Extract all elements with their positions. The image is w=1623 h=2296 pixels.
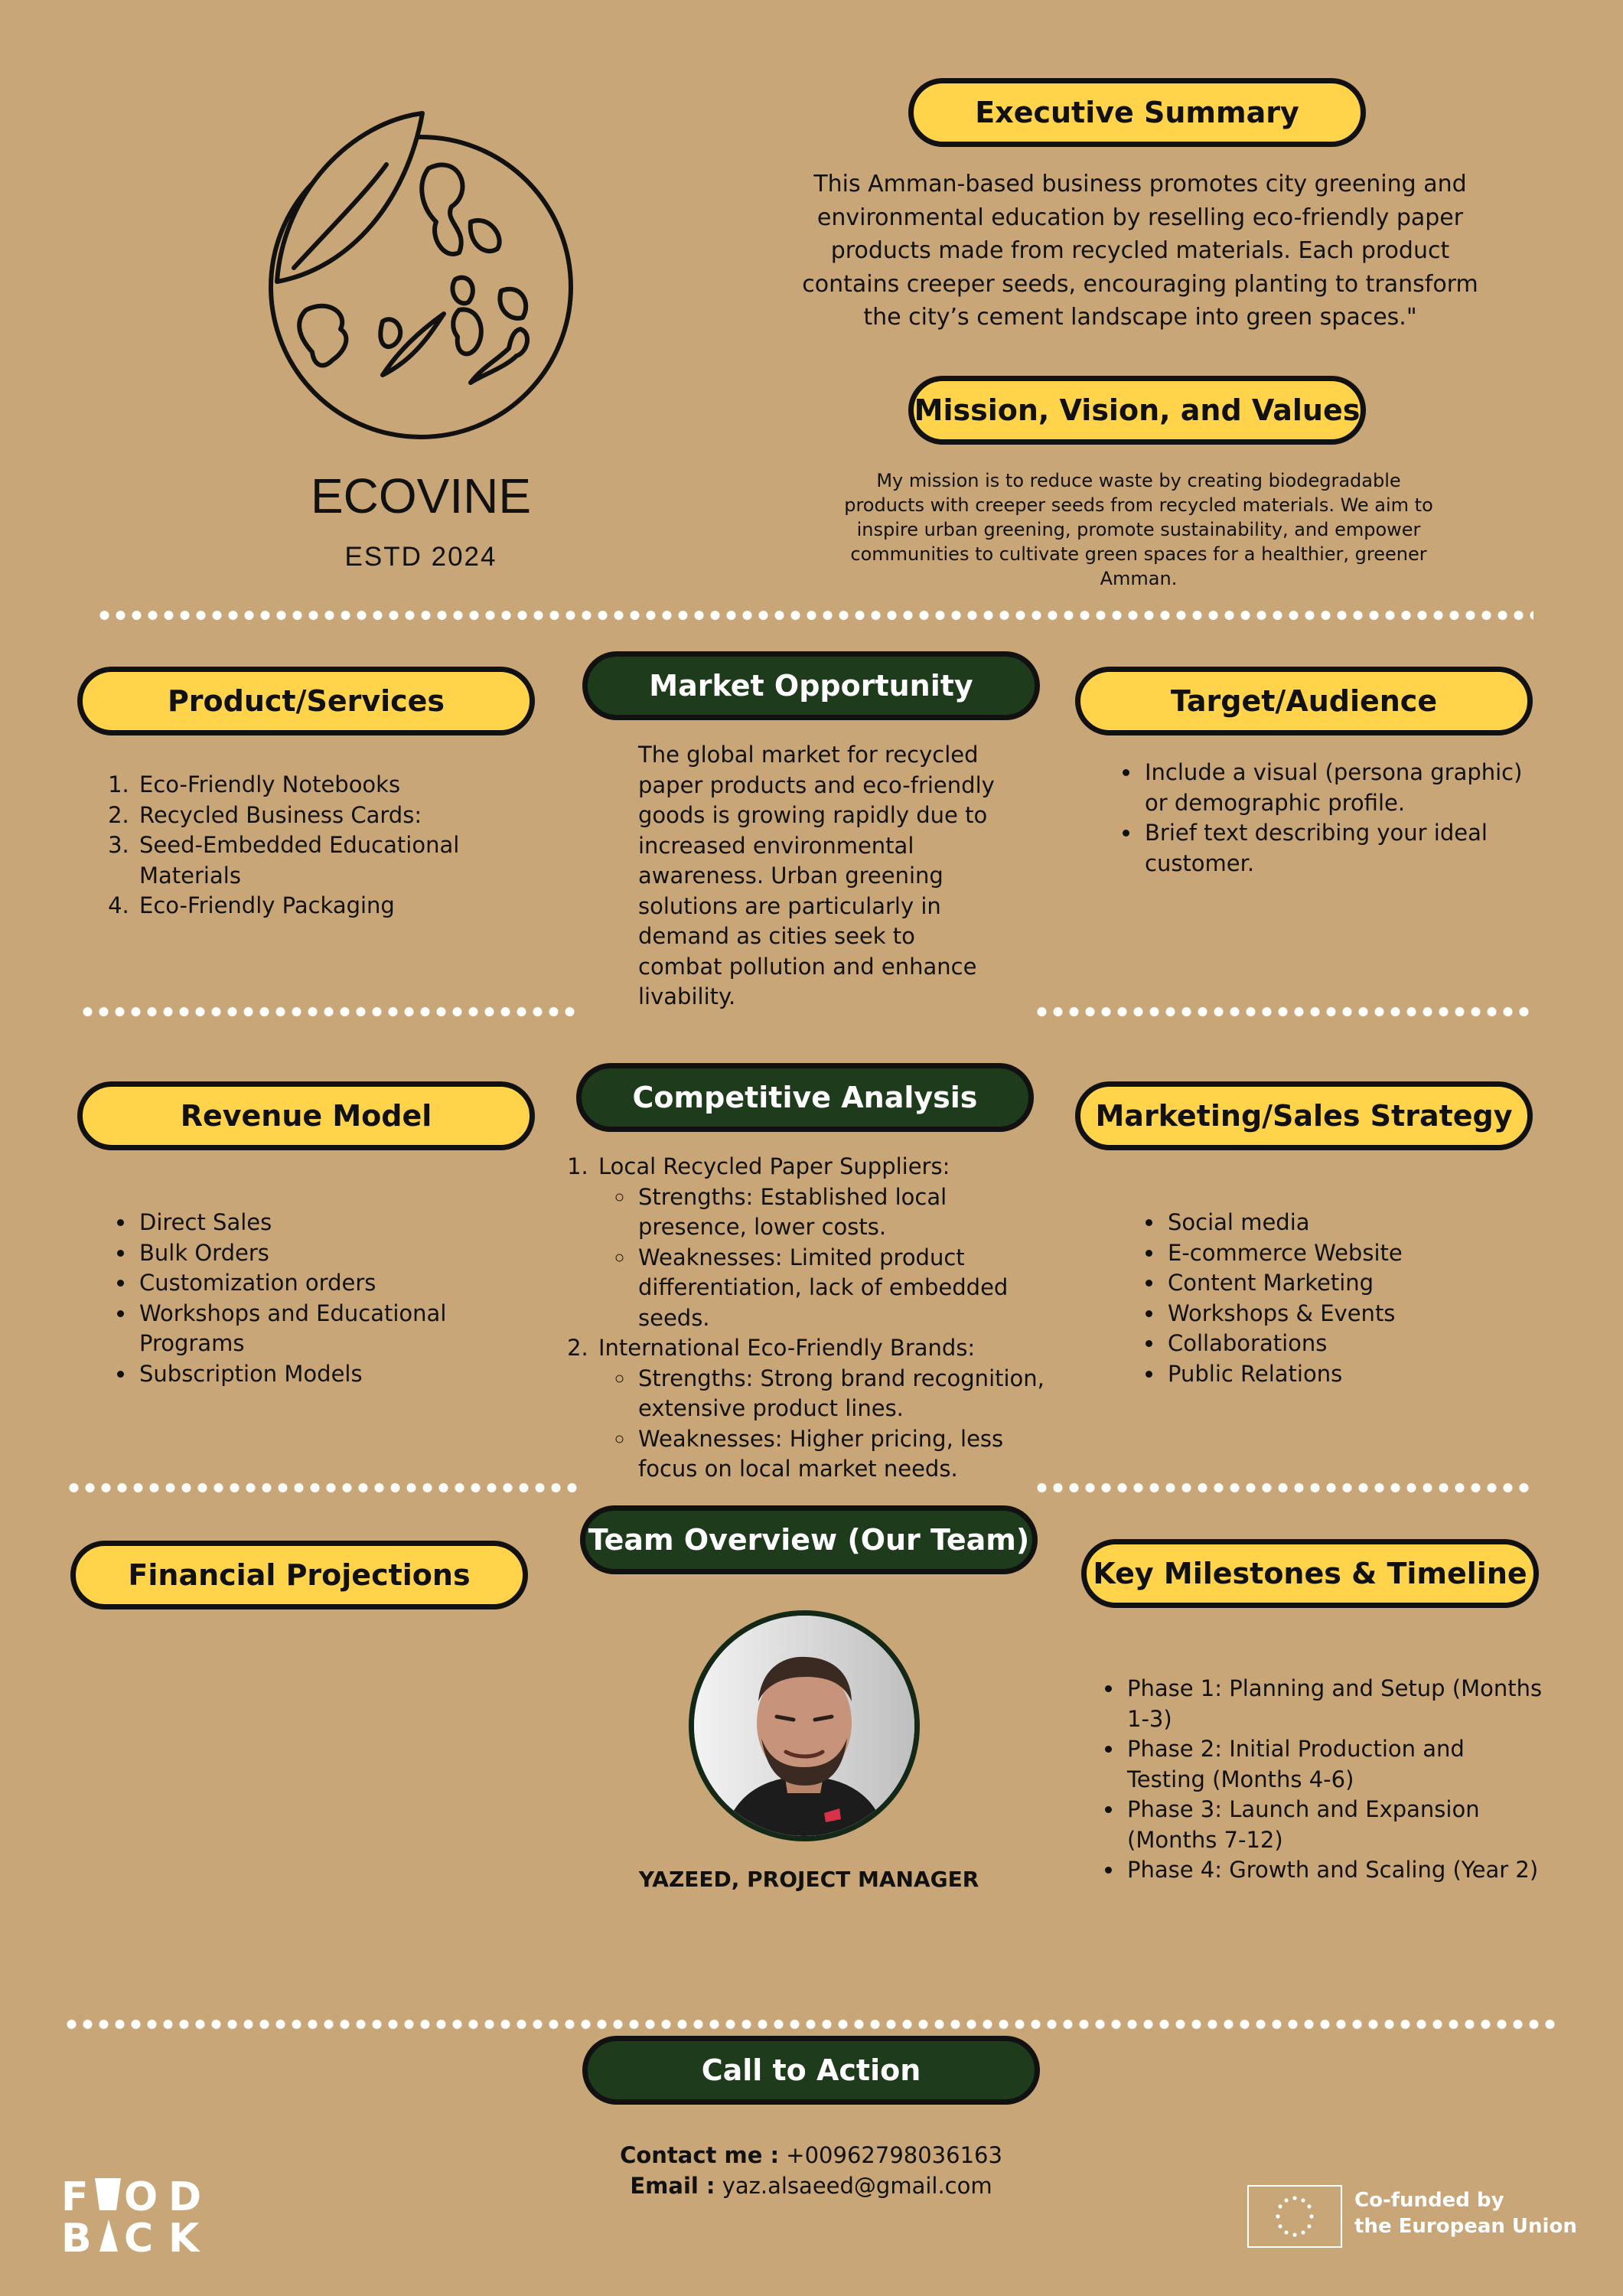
mission-heading: Mission, Vision, and Values xyxy=(908,376,1366,445)
list-item: • Social media xyxy=(1165,1208,1515,1238)
contact-phone[interactable]: +00962798036163 xyxy=(779,2142,1002,2168)
milestones-heading: Key Milestones & Timeline xyxy=(1081,1539,1539,1608)
marketing-list xyxy=(1133,1208,1515,1389)
list-item: • E-commerce Website xyxy=(1165,1238,1515,1269)
svg-text:B: B xyxy=(61,2216,92,2256)
list-item: • Public Relations xyxy=(1165,1359,1515,1390)
team-photo xyxy=(689,1610,920,1841)
list-item: • Workshops & Events xyxy=(1165,1299,1515,1329)
list-item: • Brief text describing your ideal customer. xyxy=(1142,818,1538,879)
list-item: • Include a visual (persona graphic) or demographic profile. xyxy=(1142,758,1538,818)
email-line xyxy=(536,2170,1087,2201)
team-heading: Team Overview (Our Team) xyxy=(580,1505,1038,1574)
revenue-list xyxy=(104,1208,533,1389)
ecovine-logo xyxy=(268,107,574,444)
list-item: 4. Eco-Friendly Packaging xyxy=(136,891,511,921)
divider xyxy=(66,1482,578,1493)
email-label: Email : xyxy=(630,2173,715,2199)
market-text: The global market for recycled paper products and eco-friendly goods is growing rapidly due to increased environmental awareness. Urban greening solutions are particularly in demand as cities seek to combat pollution and enhance livability. xyxy=(638,742,995,1009)
svg-text:K: K xyxy=(168,2216,200,2256)
list-item: • Subscription Models xyxy=(136,1359,533,1390)
list-item: 1. Eco-Friendly Notebooks xyxy=(136,770,511,801)
foodback-logo xyxy=(61,2172,237,2256)
divider xyxy=(96,610,1533,621)
eu-funding-text xyxy=(1354,2187,1584,2239)
market-heading: Market Opportunity xyxy=(582,651,1040,720)
executive-summary-text: This Amman-based business promotes city greening and environmental education by reselling eco-friendly paper products made from recycled materials. Each product contains creeper seeds, encouraging planting to transform the city’s cement landscape into green spaces." xyxy=(802,171,1478,331)
contact-line xyxy=(536,2140,1087,2170)
divider xyxy=(80,1006,578,1017)
list-item: ◦ Weaknesses: Limited product differentiation, lack of embedded seeds. xyxy=(635,1243,1059,1334)
list-item: • Phase 3: Launch and Expansion (Months 7-12) xyxy=(1124,1795,1543,1855)
cta-heading: Call to Action xyxy=(582,2036,1040,2105)
list-item: • Collaborations xyxy=(1165,1329,1515,1359)
contact-label: Contact me : xyxy=(620,2142,780,2168)
eu-line-2: the European Union xyxy=(1354,2215,1577,2238)
list-item: ◦ Strengths: Strong brand recognition, extensive product lines. xyxy=(635,1364,1059,1424)
brand-name: ECOVINE xyxy=(310,468,532,523)
competitive-heading: Competitive Analysis xyxy=(576,1063,1034,1132)
list-item: • Bulk Orders xyxy=(136,1238,533,1269)
list-item xyxy=(595,1152,1059,1333)
eu-flag-icon xyxy=(1247,2185,1342,2248)
svg-text:D: D xyxy=(168,2174,202,2220)
list-item: • Workshops and Educational Programs xyxy=(136,1299,533,1359)
financial-heading: Financial Projections xyxy=(70,1541,528,1609)
products-heading: Product/Services xyxy=(77,667,535,735)
svg-text:C: C xyxy=(124,2216,154,2256)
divider xyxy=(1034,1482,1533,1493)
competitor-name: Local Recycled Paper Suppliers: xyxy=(598,1153,950,1179)
audience-heading: Target/Audience xyxy=(1075,667,1533,735)
marketing-heading: Marketing/Sales Strategy xyxy=(1075,1081,1533,1150)
person-photo-icon xyxy=(694,1616,914,1836)
revenue-heading: Revenue Model xyxy=(77,1081,535,1150)
list-item: • Customization orders xyxy=(136,1268,533,1299)
competitor-name: International Eco-Friendly Brands: xyxy=(598,1335,976,1361)
contact-email[interactable]: yaz.alsaeed@gmail.com xyxy=(715,2173,992,2199)
list-item: ◦ Weaknesses: Higher pricing, less focus on local market needs. xyxy=(635,1424,1059,1485)
svg-text:O: O xyxy=(124,2174,158,2220)
list-item xyxy=(595,1333,1059,1485)
divider xyxy=(1034,1006,1533,1017)
eu-line-1: Co-funded by xyxy=(1354,2189,1504,2212)
divider xyxy=(64,2019,1556,2030)
competitive-list xyxy=(572,1152,1059,1485)
list-item: • Phase 4: Growth and Scaling (Year 2) xyxy=(1124,1855,1543,1886)
list-item: • Phase 1: Planning and Setup (Months 1-3) xyxy=(1124,1674,1543,1734)
products-list xyxy=(113,770,511,921)
list-item: • Phase 2: Initial Production and Testing (Months 4-6) xyxy=(1124,1734,1543,1795)
milestones-list xyxy=(1092,1674,1543,1886)
list-item: • Direct Sales xyxy=(136,1208,533,1238)
globe-leaf-icon xyxy=(268,107,574,444)
list-item: 2. Recycled Business Cards: xyxy=(136,801,511,831)
mission-text: My mission is to reduce waste by creating biodegradable products with creeper seeds from recycled materials. We aim to inspire urban greening, promote sustainability, and empower communities to cultivate green spaces for a healthier, greener Amman. xyxy=(844,470,1433,589)
foodback-logo-icon xyxy=(61,2172,237,2256)
list-item: • Content Marketing xyxy=(1165,1268,1515,1299)
team-member-caption: YAZEED, PROJECT MANAGER xyxy=(638,1867,979,1892)
brand-established: ESTD 2024 xyxy=(344,542,497,572)
executive-summary-heading: Executive Summary xyxy=(908,78,1366,147)
list-item: ◦ Strengths: Established local presence, lower costs. xyxy=(635,1182,1059,1243)
svg-text:F: F xyxy=(61,2174,89,2220)
audience-list xyxy=(1110,758,1538,879)
list-item: 3. Seed-Embedded Educational Materials xyxy=(136,830,511,891)
